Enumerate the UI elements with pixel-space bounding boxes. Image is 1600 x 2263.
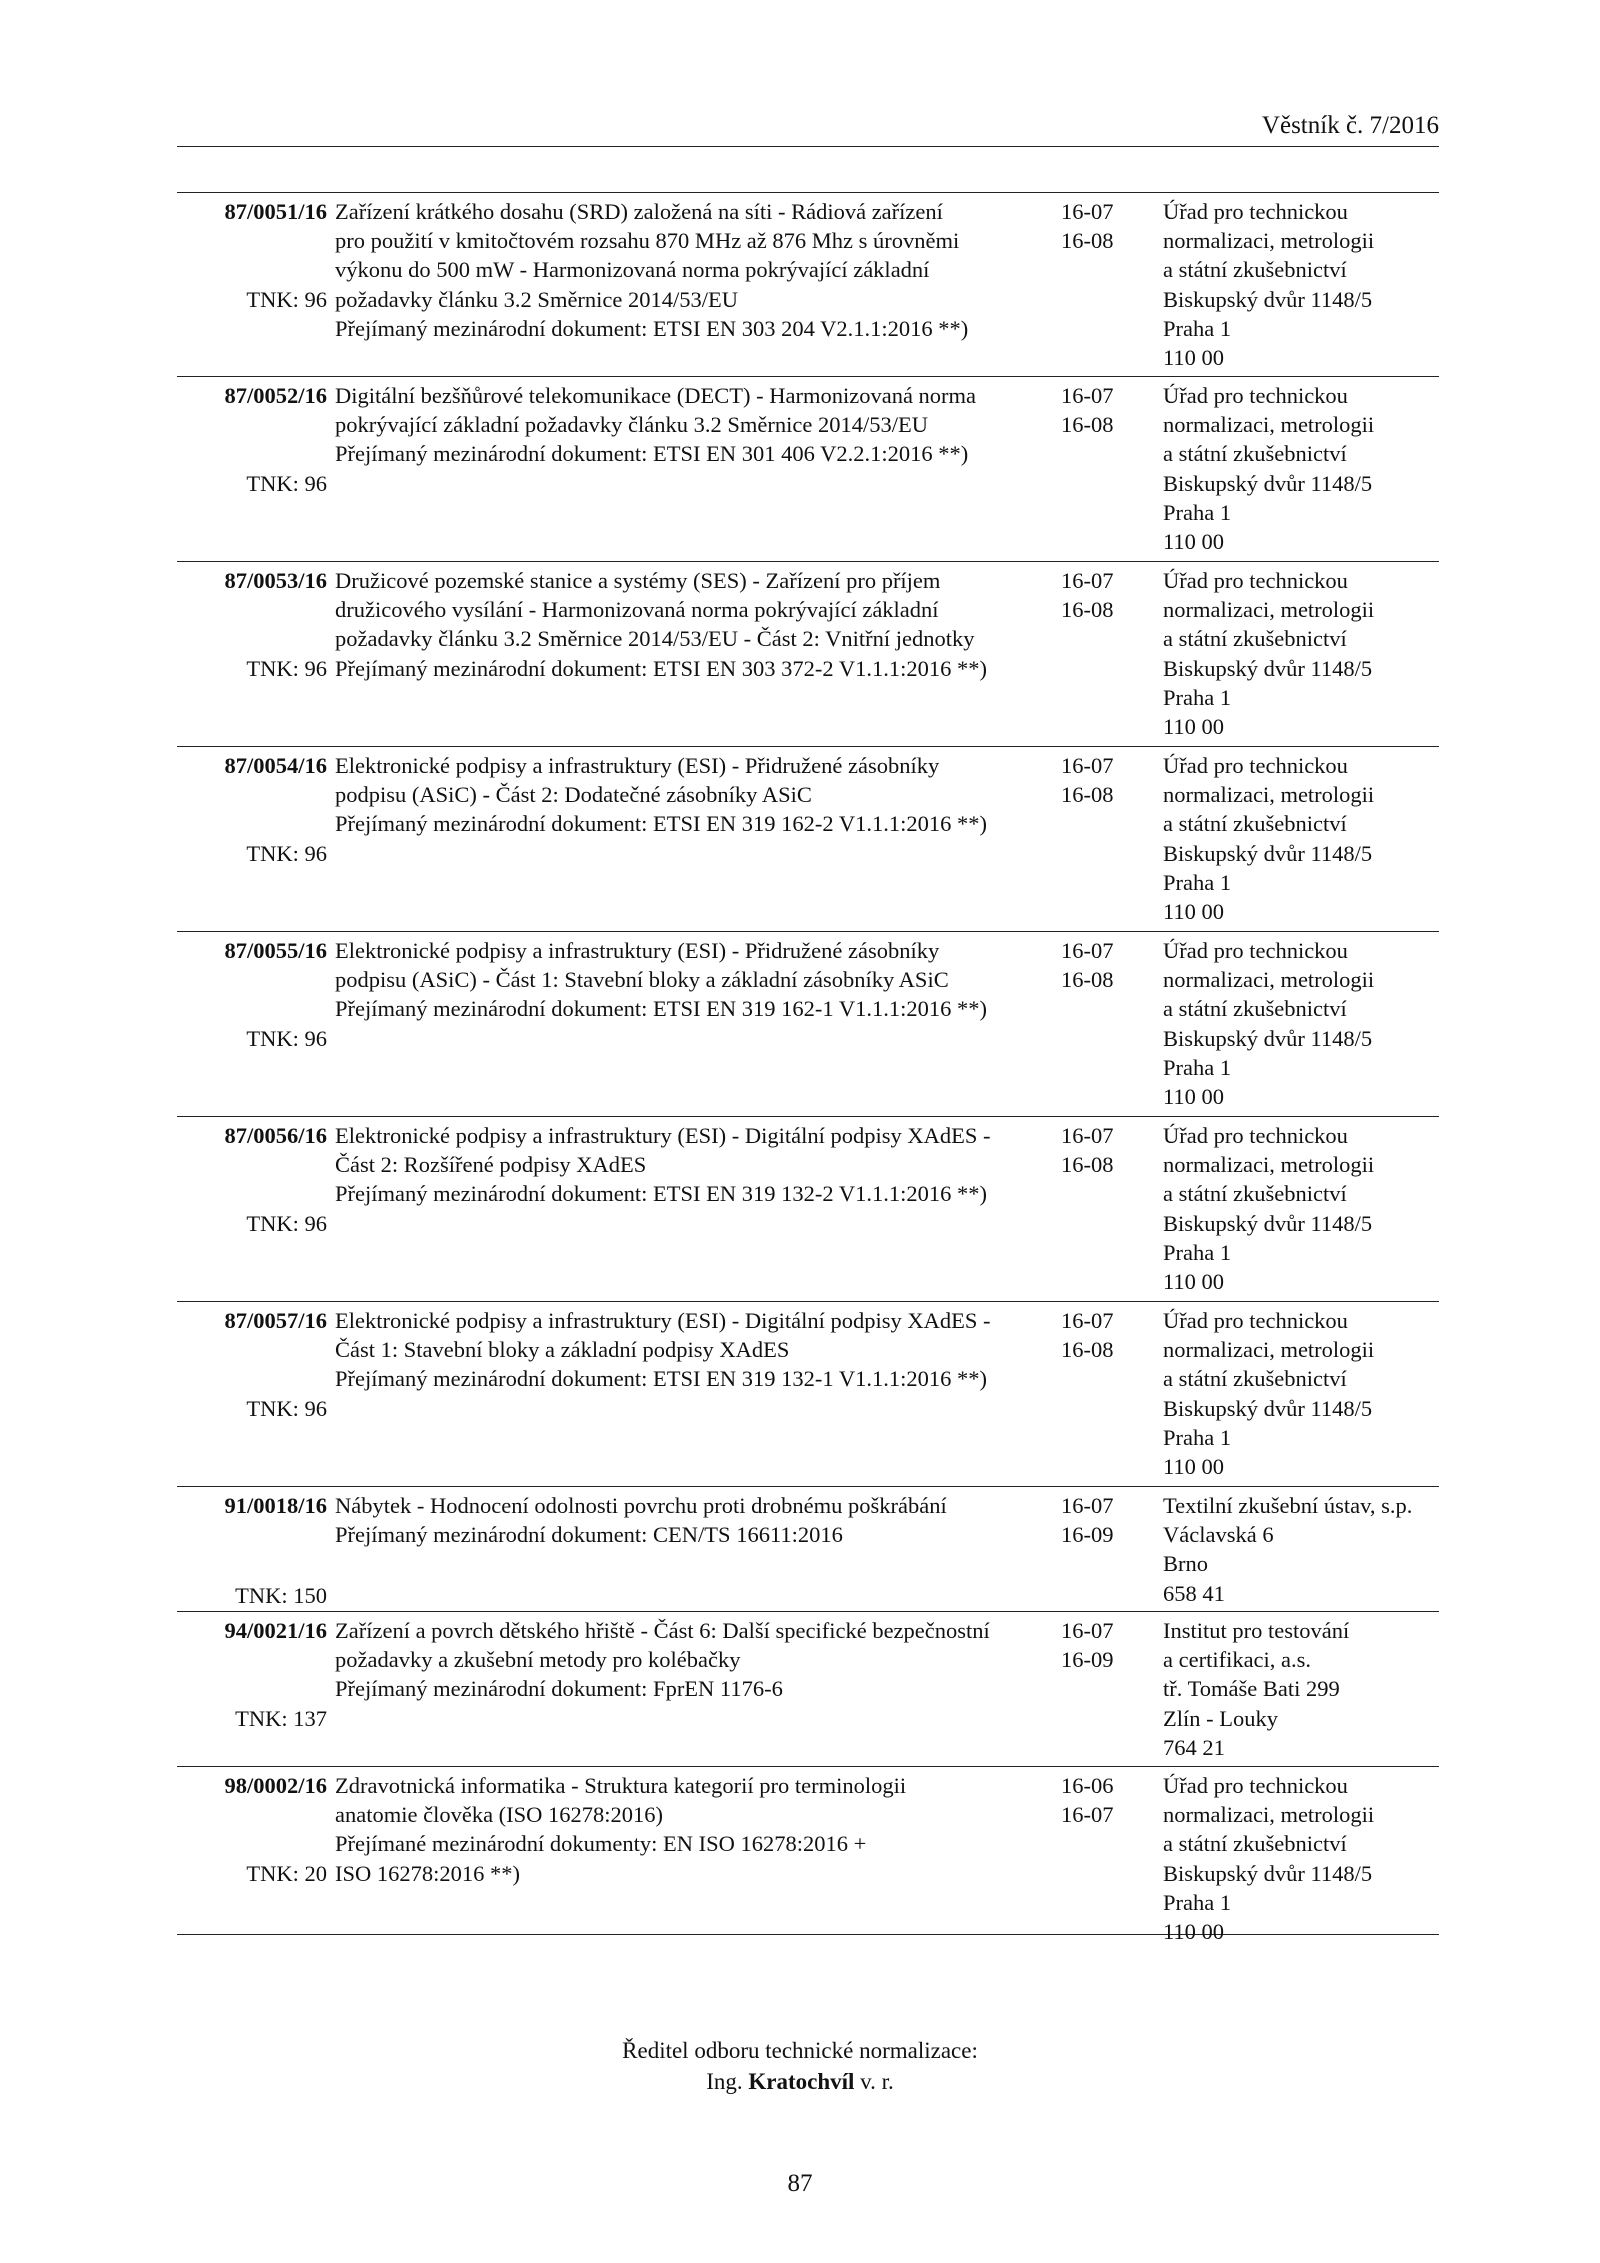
processing-office: [1163, 1121, 1443, 1296]
office-line: Úřad pro technickou: [1163, 938, 1348, 963]
standard-title: [335, 1771, 1055, 1888]
date-value: 16-07: [1061, 1123, 1114, 1148]
table-row: [177, 747, 1439, 932]
title-line: Přejímaný mezinárodní dokument: ETSI EN 319 132-1 V1.1.1:2016 **): [335, 1366, 987, 1392]
standard-code: 87/0055/16: [224, 938, 327, 963]
title-line: podpisu (ASiC) - Část 2: Dodatečné zásobníky ASiC: [335, 782, 812, 808]
date-value: 16-07: [1061, 1618, 1114, 1643]
standard-code: 87/0056/16: [224, 1123, 327, 1148]
standard-title: [335, 1306, 1055, 1394]
title-line: požadavky a zkušební metody pro kolébačky: [335, 1647, 741, 1673]
title-line: Digitální bezšňůrové telekomunikace (DECT) - Harmonizovaná norma: [335, 383, 977, 408]
title-line: Přejímaný mezinárodní dokument: ETSI EN 301 406 V2.2.1:2016 **): [335, 441, 969, 467]
standard-code: 87/0051/16: [224, 199, 327, 224]
table-row: [177, 1767, 1439, 1945]
processing-office: [1163, 1491, 1443, 1608]
dates-cell: [1061, 381, 1141, 439]
office-line: Biskupský dvůr 1148/5: [1163, 840, 1373, 866]
office-line: 658 41: [1163, 1580, 1225, 1606]
office-line: Úřad pro technickou: [1163, 1308, 1348, 1333]
office-line: 110 00: [1163, 1454, 1225, 1480]
page-number: 87: [787, 2170, 813, 2197]
office-line: 110 00: [1163, 714, 1225, 740]
title-line: Přejímaný mezinárodní dokument: ETSI EN 303 204 V2.1.1:2016 **): [335, 315, 969, 341]
office-line: Úřad pro technickou: [1163, 199, 1348, 224]
office-line: a certifikaci, a.s.: [1163, 1647, 1312, 1673]
office-line: Praha 1: [1163, 1239, 1232, 1265]
table-row: [177, 193, 1439, 377]
title-line: Elektronické podpisy a infrastruktury (ESI) - Digitální podpisy XAdES -: [335, 1308, 991, 1333]
title-line: ISO 16278:2016 **): [335, 1860, 520, 1886]
office-line: Institut pro testování: [1163, 1618, 1350, 1643]
office-line: Praha 1: [1163, 1054, 1232, 1080]
processing-office: [1163, 1771, 1443, 1946]
title-line: Část 1: Stavební bloky a základní podpisy XAdES: [335, 1337, 790, 1363]
processing-office: [1163, 1306, 1443, 1481]
dates-cell: [1061, 1121, 1141, 1179]
office-line: Praha 1: [1163, 869, 1232, 895]
office-line: Textilní zkušební ústav, s.p.: [1163, 1493, 1413, 1518]
date-value: 16-08: [1061, 597, 1114, 623]
office-line: Biskupský dvůr 1148/5: [1163, 470, 1373, 496]
tnk-label: TNK: 96: [246, 1211, 327, 1236]
signature-title: Ředitel odboru technické normalizace:: [622, 2038, 978, 2063]
title-line: pokrývající základní požadavky článku 3.2 Směrnice 2014/53/EU: [335, 412, 928, 438]
title-line: Zdravotnická informatika - Struktura kategorií pro terminologii: [335, 1773, 907, 1798]
dates-cell: [1061, 1771, 1141, 1829]
dates-cell: [1061, 1306, 1141, 1364]
office-line: Praha 1: [1163, 1889, 1232, 1915]
office-line: normalizaci, metrologii: [1163, 967, 1375, 993]
office-line: 110 00: [1163, 899, 1225, 925]
processing-office: [1163, 1616, 1443, 1762]
office-line: Václavská 6: [1163, 1522, 1274, 1548]
tnk-label: TNK: 96: [246, 841, 327, 866]
table-row: [177, 1487, 1439, 1612]
signature-name: [0, 2066, 1600, 2097]
title-line: Nábytek - Hodnocení odolnosti povrchu proti drobnému poškrábání: [335, 1493, 947, 1518]
processing-office: [1163, 751, 1443, 926]
office-line: Biskupský dvůr 1148/5: [1163, 1395, 1373, 1421]
office-line: 110 00: [1163, 1269, 1225, 1295]
date-value: 16-07: [1061, 1308, 1114, 1333]
office-line: Biskupský dvůr 1148/5: [1163, 1025, 1373, 1051]
tnk-label: TNK: 96: [246, 471, 327, 496]
office-line: Praha 1: [1163, 684, 1232, 710]
date-value: 16-08: [1061, 1337, 1114, 1363]
date-value: 16-07: [1061, 938, 1114, 963]
office-line: 110 00: [1163, 1084, 1225, 1110]
office-line: a státní zkušebnictví: [1163, 441, 1347, 467]
date-value: 16-07: [1061, 568, 1114, 593]
standard-title: [335, 936, 1055, 1024]
title-line: Zařízení krátkého dosahu (SRD) založená na síti - Rádiová zařízení: [335, 199, 943, 224]
title-line: Elektronické podpisy a infrastruktury (ESI) - Digitální podpisy XAdES -: [335, 1123, 991, 1148]
title-line: Přejímaný mezinárodní dokument: ETSI EN 319 132-2 V1.1.1:2016 **): [335, 1181, 987, 1207]
title-line: anatomie člověka (ISO 16278:2016): [335, 1802, 664, 1828]
office-line: Biskupský dvůr 1148/5: [1163, 1210, 1373, 1236]
page-header: [177, 110, 1439, 147]
title-line: požadavky článku 3.2 Směrnice 2014/53/EU: [335, 286, 739, 312]
office-line: Praha 1: [1163, 315, 1232, 341]
office-line: normalizaci, metrologii: [1163, 597, 1375, 623]
dates-cell: [1061, 1491, 1141, 1549]
processing-office: [1163, 566, 1443, 741]
standard-title: [335, 1121, 1055, 1209]
office-line: Biskupský dvůr 1148/5: [1163, 655, 1373, 681]
title-line: Přejímaný mezinárodní dokument: ETSI EN 319 162-1 V1.1.1:2016 **): [335, 996, 987, 1022]
title-line: družicového vysílání - Harmonizovaná norma pokrývající základní: [335, 597, 939, 623]
office-line: normalizaci, metrologii: [1163, 1337, 1375, 1363]
dates-cell: [1061, 1616, 1141, 1674]
standard-code: 98/0002/16: [224, 1773, 327, 1798]
office-line: a státní zkušebnictví: [1163, 811, 1347, 837]
office-line: Úřad pro technickou: [1163, 383, 1348, 408]
processing-office: [1163, 936, 1443, 1111]
office-line: Biskupský dvůr 1148/5: [1163, 1860, 1373, 1886]
table-row: [177, 1302, 1439, 1487]
standard-code: 87/0052/16: [224, 383, 327, 408]
date-value: 16-06: [1061, 1773, 1114, 1798]
office-line: a státní zkušebnictví: [1163, 996, 1347, 1022]
office-line: 764 21: [1163, 1734, 1225, 1760]
office-line: normalizaci, metrologii: [1163, 1152, 1375, 1178]
dates-cell: [1061, 566, 1141, 624]
date-value: 16-09: [1061, 1522, 1114, 1548]
title-line: požadavky článku 3.2 Směrnice 2014/53/EU - Část 2: Vnitřní jednotky: [335, 626, 975, 652]
standard-title: [335, 566, 1055, 683]
standard-code: 87/0053/16: [224, 568, 327, 593]
office-line: a státní zkušebnictví: [1163, 1831, 1347, 1857]
standards-table: [177, 192, 1439, 1945]
standard-title: [335, 197, 1055, 343]
office-line: normalizaci, metrologii: [1163, 228, 1375, 254]
signature-suffix: v. r.: [860, 2069, 894, 2094]
office-line: a státní zkušebnictví: [1163, 257, 1347, 283]
date-value: 16-08: [1061, 782, 1114, 808]
tnk-label: TNK: 96: [246, 1026, 327, 1051]
title-line: Přejímaný mezinárodní dokument: FprEN 1176-6: [335, 1676, 783, 1702]
office-line: 110 00: [1163, 345, 1225, 371]
date-value: 16-08: [1061, 412, 1114, 438]
title-line: Přejímaný mezinárodní dokument: ETSI EN 303 372-2 V1.1.1:2016 **): [335, 655, 987, 681]
title-line: Přejímané mezinárodní dokumenty: EN ISO 16278:2016 +: [335, 1831, 867, 1857]
date-value: 16-07: [1061, 753, 1114, 778]
office-line: Úřad pro technickou: [1163, 1773, 1348, 1798]
standard-code: 94/0021/16: [224, 1618, 327, 1643]
title-line: Zařízení a povrch dětského hřiště - Část 6: Další specifické bezpečnostní: [335, 1618, 990, 1643]
office-line: a státní zkušebnictví: [1163, 1181, 1347, 1207]
office-line: Biskupský dvůr 1148/5: [1163, 286, 1373, 312]
date-value: 16-07: [1061, 1802, 1114, 1828]
standard-title: [335, 751, 1055, 839]
dates-cell: [1061, 197, 1141, 255]
office-line: a státní zkušebnictví: [1163, 626, 1347, 652]
table-row: [177, 377, 1439, 562]
title-line: výkonu do 500 mW - Harmonizovaná norma pokrývající základní: [335, 257, 930, 283]
office-line: 110 00: [1163, 529, 1225, 555]
office-line: tř. Tomáše Bati 299: [1163, 1676, 1340, 1702]
office-line: Brno: [1163, 1551, 1208, 1577]
tnk-label: TNK: 96: [246, 656, 327, 681]
standard-title: [335, 381, 1055, 469]
date-value: 16-08: [1061, 228, 1114, 254]
office-line: normalizaci, metrologii: [1163, 1802, 1375, 1828]
title-line: Přejímaný mezinárodní dokument: CEN/TS 16611:2016: [335, 1522, 843, 1548]
journal-issue-title: Věstník č. 7/2016: [1261, 112, 1439, 139]
table-row: [177, 562, 1439, 747]
office-line: a státní zkušebnictví: [1163, 1366, 1347, 1392]
date-value: 16-07: [1061, 199, 1114, 224]
dates-cell: [1061, 936, 1141, 994]
table-row: [177, 932, 1439, 1117]
standard-title: [335, 1616, 1055, 1704]
processing-office: [1163, 381, 1443, 556]
title-line: Přejímaný mezinárodní dokument: ETSI EN 319 162-2 V1.1.1:2016 **): [335, 811, 987, 837]
title-line: Družicové pozemské stanice a systémy (SES) - Zařízení pro příjem: [335, 568, 941, 593]
standard-code: 87/0054/16: [224, 753, 327, 778]
table-row: [177, 1612, 1439, 1767]
tnk-label: TNK: 96: [246, 287, 327, 312]
date-value: 16-09: [1061, 1647, 1114, 1673]
signature-prefix: Ing.: [706, 2069, 743, 2094]
date-value: 16-07: [1061, 383, 1114, 408]
dates-cell: [1061, 751, 1141, 809]
date-value: 16-08: [1061, 1152, 1114, 1178]
tnk-label: TNK: 96: [246, 1396, 327, 1421]
table-row: [177, 1117, 1439, 1302]
tnk-label: TNK: 137: [235, 1706, 327, 1731]
office-line: 110 00: [1163, 1919, 1225, 1945]
signature-surname: Kratochvíl: [748, 2069, 855, 2094]
standard-code: 91/0018/16: [224, 1493, 327, 1518]
standard-title: [335, 1491, 1055, 1549]
office-line: Praha 1: [1163, 499, 1232, 525]
office-line: Praha 1: [1163, 1424, 1232, 1450]
standard-code: 87/0057/16: [224, 1308, 327, 1333]
office-line: Úřad pro technickou: [1163, 568, 1348, 593]
office-line: Zlín - Louky: [1163, 1705, 1278, 1731]
title-line: pro použití v kmitočtovém rozsahu 870 MHz až 876 Mhz s úrovněmi: [335, 228, 960, 254]
title-line: podpisu (ASiC) - Část 1: Stavební bloky a základní zásobníky ASiC: [335, 967, 949, 993]
date-value: 16-08: [1061, 967, 1114, 993]
title-line: Elektronické podpisy a infrastruktury (ESI) - Přidružené zásobníky: [335, 938, 940, 963]
date-value: 16-07: [1061, 1493, 1114, 1518]
office-line: normalizaci, metrologii: [1163, 412, 1375, 438]
title-line: Elektronické podpisy a infrastruktury (ESI) - Přidružené zásobníky: [335, 753, 940, 778]
tnk-label: TNK: 150: [235, 1583, 327, 1608]
office-line: Úřad pro technickou: [1163, 1123, 1348, 1148]
office-line: Úřad pro technickou: [1163, 753, 1348, 778]
tnk-label: TNK: 20: [246, 1861, 327, 1886]
office-line: normalizaci, metrologii: [1163, 782, 1375, 808]
processing-office: [1163, 197, 1443, 372]
title-line: Část 2: Rozšířené podpisy XAdES: [335, 1152, 647, 1178]
